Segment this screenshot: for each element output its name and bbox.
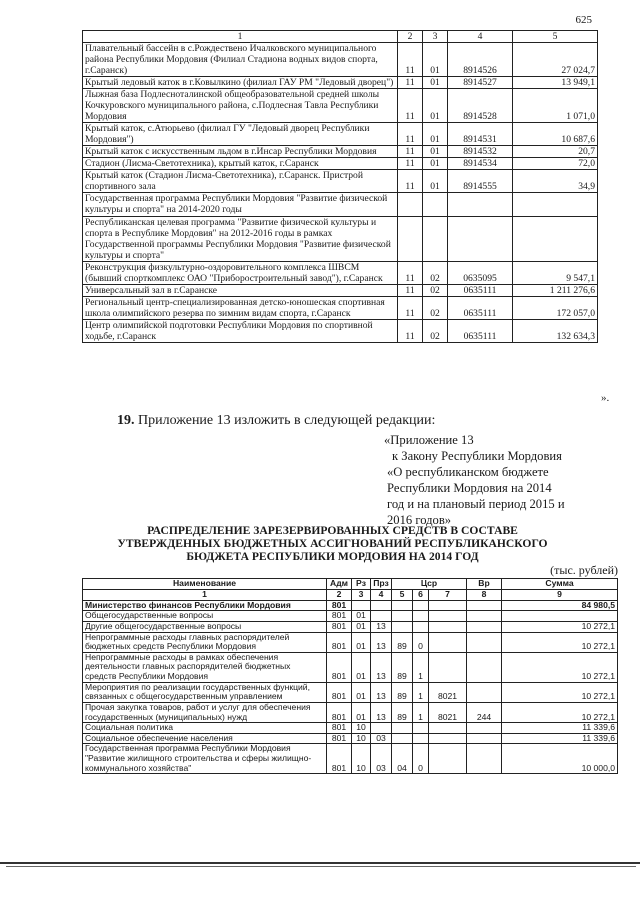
table-row: [83, 632, 618, 652]
row-code: 8914531: [448, 123, 513, 146]
row-code: [448, 193, 513, 216]
column-header-rz: Рз: [352, 579, 371, 590]
row-rz: 01: [352, 632, 371, 652]
table-row: [83, 193, 598, 216]
row-adm: 801: [327, 632, 352, 652]
heading-line: РАСПРЕДЕЛЕНИЕ ЗАРЕЗЕРВИРОВАННЫХ СРЕДСТВ В СОСТАВЕ: [147, 524, 518, 537]
row-csr-subprogram: [413, 600, 429, 611]
row-prz: 13: [371, 652, 392, 682]
table-header-row: [83, 579, 618, 590]
appendix-ref-line: «О республиканском бюджете: [387, 465, 549, 479]
column-number: 3: [352, 590, 371, 601]
row-csr-program: [392, 723, 413, 734]
row-csr-program: 89: [392, 682, 413, 702]
row-amount: 1 071,0: [513, 89, 598, 123]
column-header-vr: Вр: [467, 579, 502, 590]
table-row: [83, 682, 618, 702]
row-prz: 03: [371, 744, 392, 774]
row-subsection: 01: [423, 43, 448, 77]
row-code: 8914534: [448, 158, 513, 170]
row-prz: 13: [371, 621, 392, 632]
row-name: Крытый каток, с.Атюрьево (филиал ГУ "Ледовый дворец Республики Мордовия"): [83, 123, 398, 146]
appendix-ref-line: Республики Мордовия на 2014: [387, 481, 552, 495]
column-header: 3: [423, 31, 448, 43]
row-vr: [467, 744, 502, 774]
table-row: [83, 744, 618, 774]
row-adm: 801: [327, 611, 352, 622]
heading-line: УТВЕРЖДЕННЫХ БЮДЖЕТНЫХ АССИГНОВАНИЙ РЕСПУБЛИКАНСКОГО: [117, 537, 548, 550]
table-row: [83, 296, 598, 319]
row-sum: 10 000,0: [502, 744, 618, 774]
row-amount: 34,9: [513, 170, 598, 193]
row-name: Лыжная база Подлесноталинской общеобразовательной средней школы Кочкуровского муниципального района, с.Подлесная Тавла Республики Мордовия: [83, 89, 398, 123]
row-code: [448, 216, 513, 261]
objects-table: [82, 30, 598, 343]
row-csr-subprogram: 0: [413, 744, 429, 774]
row-prz: [371, 723, 392, 734]
row-csr-program: [392, 611, 413, 622]
row-sum: 10 272,1: [502, 652, 618, 682]
row-section: 11: [398, 77, 423, 89]
row-csr-subprogram: [413, 621, 429, 632]
row-adm: 801: [327, 744, 352, 774]
row-subsection: 01: [423, 77, 448, 89]
row-name: Государственная программа Республики Мордовия "Развитие жилищного строительства и сферы жилищно-коммунального хозяйства": [83, 744, 327, 774]
row-amount: 132 634,3: [513, 319, 598, 342]
row-section: [398, 193, 423, 216]
amendment-text: Приложение 13 изложить в следующей редакции:: [138, 413, 436, 428]
table-row: [83, 77, 598, 89]
row-name: Реконструкция физкультурно-оздоровительного комплекса ШВСМ (бывший спорткомплекс ОАО "Приборостроительный завод"), г.Саранск: [83, 261, 398, 284]
row-amount: 10 687,6: [513, 123, 598, 146]
row-rz: 01: [352, 702, 371, 722]
row-csr-program: 89: [392, 632, 413, 652]
row-amount: 27 024,7: [513, 43, 598, 77]
row-csr-program: [392, 600, 413, 611]
row-name: Общегосударственные вопросы: [83, 611, 327, 622]
row-csr-subprogram: [413, 733, 429, 744]
column-header: 4: [448, 31, 513, 43]
column-header-csr: Цср: [392, 579, 467, 590]
row-adm: 801: [327, 621, 352, 632]
row-section: 11: [398, 296, 423, 319]
row-vr: [467, 611, 502, 622]
column-number: 9: [502, 590, 618, 601]
column-header-name: Наименование: [83, 579, 327, 590]
row-csr-program: 04: [392, 744, 413, 774]
row-vr: [467, 723, 502, 734]
row-name: Стадион (Лисма-Светотехника), крытый каток, г.Саранск: [83, 158, 398, 170]
row-code: 8914527: [448, 77, 513, 89]
row-name: Прочая закупка товаров, работ и услуг для обеспечения государственных (муниципальных) нужд: [83, 702, 327, 722]
row-csr-subprogram: 1: [413, 652, 429, 682]
row-prz: 13: [371, 632, 392, 652]
row-code: 0635111: [448, 296, 513, 319]
row-name: Универсальный зал в г.Саранске: [83, 284, 398, 296]
row-vr: [467, 733, 502, 744]
row-amount: 13 949,1: [513, 77, 598, 89]
row-name: Региональный центр-специализированная детско-юношеская спортивная школа олимпийского резерва по зимним видам спорта, г.Саранск: [83, 296, 398, 319]
column-number: 1: [83, 590, 327, 601]
row-name: Крытый каток (Стадион Лисма-Светотехника), г.Саранск. Пристрой спортивного зала: [83, 170, 398, 193]
heading-line: БЮДЖЕТА РЕСПУБЛИКИ МОРДОВИЯ НА 2014 ГОД: [186, 550, 479, 563]
table-row: [83, 652, 618, 682]
row-csr-subprogram: 1: [413, 682, 429, 702]
row-subsection: 02: [423, 261, 448, 284]
row-name: Крытый ледовый каток в г.Ковылкино (филиал ГАУ РМ "Ледовый дворец"): [83, 77, 398, 89]
row-adm: 801: [327, 682, 352, 702]
row-csr-direction: [429, 621, 467, 632]
row-subsection: [423, 193, 448, 216]
row-rz: 01: [352, 682, 371, 702]
table-row: [83, 216, 598, 261]
row-adm: 801: [327, 702, 352, 722]
table-row: [83, 89, 598, 123]
row-vr: 244: [467, 702, 502, 722]
row-csr-subprogram: [413, 611, 429, 622]
column-number: 4: [371, 590, 392, 601]
row-rz: 01: [352, 621, 371, 632]
row-csr-direction: [429, 600, 467, 611]
row-csr-direction: [429, 652, 467, 682]
row-sum: 11 339,6: [502, 723, 618, 734]
row-name: Социальное обеспечение населения: [83, 733, 327, 744]
closing-quote-mark: ».: [601, 392, 610, 404]
row-amount: 20,7: [513, 146, 598, 158]
bottom-rule: [6, 866, 636, 867]
column-number: 7: [429, 590, 467, 601]
row-csr-direction: 8021: [429, 682, 467, 702]
appendix-ref-line: год и на плановый период 2015 и: [387, 497, 565, 511]
table-row: [83, 158, 598, 170]
row-section: [398, 216, 423, 261]
row-amount: [513, 193, 598, 216]
row-vr: [467, 632, 502, 652]
table-row: [83, 146, 598, 158]
row-subsection: 01: [423, 123, 448, 146]
row-rz: 10: [352, 744, 371, 774]
row-amount: 1 211 276,6: [513, 284, 598, 296]
row-rz: 10: [352, 723, 371, 734]
column-number: 8: [467, 590, 502, 601]
row-csr-direction: 8021: [429, 702, 467, 722]
row-section: 11: [398, 123, 423, 146]
row-code: 0635111: [448, 284, 513, 296]
row-sum: 10 272,1: [502, 682, 618, 702]
row-csr-direction: [429, 611, 467, 622]
row-csr-direction: [429, 733, 467, 744]
row-name: Другие общегосударственные вопросы: [83, 621, 327, 632]
column-header: 1: [83, 31, 398, 43]
table-row: [83, 284, 598, 296]
row-code: 0635095: [448, 261, 513, 284]
column-number: 5: [392, 590, 413, 601]
row-name: Мероприятия по реализации государственных функций, связанных с общегосударственным управлением: [83, 682, 327, 702]
row-csr-program: [392, 621, 413, 632]
row-rz: 01: [352, 611, 371, 622]
row-sum: [502, 611, 618, 622]
column-header-prz: Прз: [371, 579, 392, 590]
row-section: 11: [398, 319, 423, 342]
row-prz: 13: [371, 682, 392, 702]
table-row: [83, 723, 618, 734]
row-code: 8914532: [448, 146, 513, 158]
row-vr: [467, 682, 502, 702]
column-header-sum: Сумма: [502, 579, 618, 590]
appendix-ref-line: «Приложение 13: [384, 433, 474, 447]
row-subsection: 01: [423, 170, 448, 193]
row-section: 11: [398, 89, 423, 123]
appendix-ref-line: 2016 годов»: [387, 513, 452, 527]
row-section: 11: [398, 170, 423, 193]
row-adm: 801: [327, 723, 352, 734]
row-subsection: 02: [423, 284, 448, 296]
table-row: [83, 621, 618, 632]
row-name: Непрограммные расходы в рамках обеспечения деятельности главных распорядителей бюджетных средств Республики Мордовия: [83, 652, 327, 682]
row-name: Социальная политика: [83, 723, 327, 734]
row-csr-subprogram: 0: [413, 632, 429, 652]
row-subsection: 02: [423, 296, 448, 319]
row-name: Государственная программа Республики Мордовия "Развитие физической культуры и спорта" на 2014-2020 годы: [83, 193, 398, 216]
row-rz: 10: [352, 733, 371, 744]
row-subsection: 02: [423, 319, 448, 342]
row-prz: [371, 611, 392, 622]
row-csr-subprogram: 1: [413, 702, 429, 722]
row-prz: 03: [371, 733, 392, 744]
row-section: 11: [398, 261, 423, 284]
row-code: 8914555: [448, 170, 513, 193]
row-amount: 72,0: [513, 158, 598, 170]
column-number: 6: [413, 590, 429, 601]
table-row: [83, 611, 618, 622]
column-header: 5: [513, 31, 598, 43]
table-row: [83, 600, 618, 611]
row-subsection: 01: [423, 89, 448, 123]
row-vr: [467, 600, 502, 611]
row-name: Министерство финансов Республики Мордовия: [83, 600, 327, 611]
row-name: Плавательный бассейн в с.Рождествено Ичалковского муниципального района Республики Мордовия (Филиал Стадиона водных видов спорта, г.Саранск): [83, 43, 398, 77]
row-adm: 801: [327, 733, 352, 744]
table-row: [83, 319, 598, 342]
table-header-row: [83, 31, 598, 43]
bottom-rule: [0, 862, 640, 864]
row-code: 8914528: [448, 89, 513, 123]
row-amount: 9 547,1: [513, 261, 598, 284]
amendment-paragraph: [117, 413, 435, 429]
table-row: [83, 43, 598, 77]
row-name: Крытый каток с искусственным льдом в г.Инсар Республики Мордовия: [83, 146, 398, 158]
row-sum: 11 339,6: [502, 733, 618, 744]
column-header: 2: [398, 31, 423, 43]
row-amount: 172 057,0: [513, 296, 598, 319]
row-code: 0635111: [448, 319, 513, 342]
row-prz: [371, 600, 392, 611]
units-label: (тыс. рублей): [550, 563, 618, 577]
table-row: [83, 170, 598, 193]
row-csr-direction: [429, 632, 467, 652]
row-csr-program: [392, 733, 413, 744]
row-name: Республиканская целевая программа "Развитие физической культуры и спорта в Республике Мордовия" на 2012-2016 годы в рамках Государственной программы Республики Мордовия "Развитие физической культуры и спорта": [83, 216, 398, 261]
column-number: 2: [327, 590, 352, 601]
row-section: 11: [398, 158, 423, 170]
row-amount: [513, 216, 598, 261]
row-csr-program: 89: [392, 702, 413, 722]
row-adm: 801: [327, 652, 352, 682]
row-section: 11: [398, 146, 423, 158]
row-section: 11: [398, 43, 423, 77]
row-sum: 10 272,1: [502, 702, 618, 722]
column-header-adm: Адм: [327, 579, 352, 590]
row-section: 11: [398, 284, 423, 296]
row-rz: 01: [352, 652, 371, 682]
table-row: [83, 261, 598, 284]
row-subsection: [423, 216, 448, 261]
appendix-ref-line: к Закону Республики Мордовия: [392, 449, 562, 463]
row-code: 8914526: [448, 43, 513, 77]
row-rz: [352, 600, 371, 611]
row-adm: 801: [327, 600, 352, 611]
appendix-reference: [384, 432, 604, 528]
row-sum: 10 272,1: [502, 621, 618, 632]
row-vr: [467, 652, 502, 682]
column-number-row: [83, 590, 618, 601]
table-row: [83, 702, 618, 722]
row-csr-direction: [429, 744, 467, 774]
row-vr: [467, 621, 502, 632]
page-number: 625: [575, 14, 592, 26]
row-subsection: 01: [423, 146, 448, 158]
row-csr-subprogram: [413, 723, 429, 734]
row-name: Непрограммные расходы главных распорядителей бюджетных средств Республики Мордовия: [83, 632, 327, 652]
row-csr-direction: [429, 723, 467, 734]
allocation-table: [82, 578, 618, 774]
row-csr-program: 89: [392, 652, 413, 682]
table-row: [83, 123, 598, 146]
table-row: [83, 733, 618, 744]
row-sum: 10 272,1: [502, 632, 618, 652]
row-prz: 13: [371, 702, 392, 722]
row-name: Центр олимпийской подготовки Республики Мордовия по спортивной ходьбе, г.Саранск: [83, 319, 398, 342]
amendment-number: 19.: [117, 413, 135, 428]
row-sum: 84 980,5: [502, 600, 618, 611]
row-subsection: 01: [423, 158, 448, 170]
document-heading: [60, 524, 605, 563]
